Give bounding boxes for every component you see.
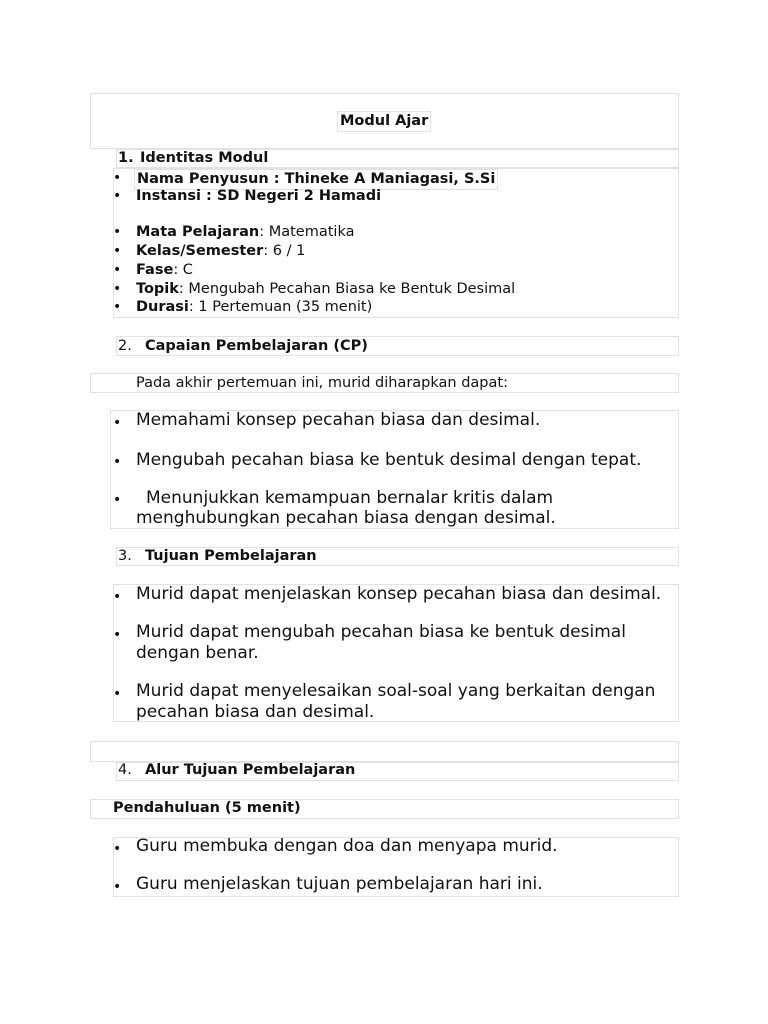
bullet: • xyxy=(113,492,122,508)
objective-item: Murid dapat menyelesaikan soal-soal yang berkaitan dengan xyxy=(136,681,656,701)
bullet: • xyxy=(113,299,122,315)
page-title: Modul Ajar xyxy=(337,111,431,132)
bullet: • xyxy=(113,170,122,186)
section4-heading: Alur Tujuan Pembelajaran xyxy=(145,762,356,778)
objective-item-continued: dengan benar. xyxy=(136,643,259,663)
bullet: • xyxy=(113,224,122,240)
section3-number: 3. xyxy=(118,548,132,564)
objective-item: Murid dapat menjelaskan konsep pecahan biasa dan desimal. xyxy=(136,584,662,604)
bullet: • xyxy=(113,281,122,297)
author-label: Nama Penyusun : Thineke A Maniagasi, S.Si xyxy=(134,169,498,190)
objective-item-continued: pecahan biasa dan desimal. xyxy=(136,702,375,722)
bullet: • xyxy=(113,262,122,278)
section1-heading: Identitas Modul xyxy=(140,150,269,166)
institution-label: Instansi : SD Negeri 2 Hamadi xyxy=(136,188,382,204)
phase-row: Fase: C xyxy=(136,262,193,278)
topic-row: Topik: Mengubah Pecahan Biasa ke Bentuk Desimal xyxy=(136,281,516,297)
activity-item: Guru menjelaskan tujuan pembelajaran hari ini. xyxy=(136,874,543,894)
subject-row: Mata Pelajaran: Matematika xyxy=(136,224,355,240)
bullet: • xyxy=(113,879,122,895)
bullet: • xyxy=(113,686,122,702)
section3-heading: Tujuan Pembelajaran xyxy=(145,548,317,564)
section4-number: 4. xyxy=(118,762,132,778)
section4-subheading: Pendahuluan (5 menit) xyxy=(113,800,301,816)
cp-item: Menunjukkan kemampuan bernalar kritis dalam xyxy=(146,488,554,508)
cp-item: Mengubah pecahan biasa ke bentuk desimal dengan tepat. xyxy=(136,450,642,470)
cp-item-continued: menghubungkan pecahan biasa dengan desimal. xyxy=(136,508,556,528)
duration-row: Durasi: 1 Pertemuan (35 menit) xyxy=(136,299,373,315)
cp-item: Memahami konsep pecahan biasa dan desimal. xyxy=(136,410,541,430)
bullet: • xyxy=(113,627,122,643)
objective-item: Murid dapat mengubah pecahan biasa ke bentuk desimal xyxy=(136,622,626,642)
bullet: • xyxy=(113,188,122,204)
activity-item: Guru membuka dengan doa dan menyapa murid. xyxy=(136,836,558,856)
bullet: • xyxy=(113,841,122,857)
section2-number: 2. xyxy=(118,338,132,354)
bullet: • xyxy=(113,589,122,605)
section2-heading: Capaian Pembelajaran (CP) xyxy=(145,338,368,354)
bullet: • xyxy=(113,454,122,470)
section2-intro: Pada akhir pertemuan ini, murid diharapkan dapat: xyxy=(136,375,508,391)
bullet: • xyxy=(113,415,122,431)
class-semester-row: Kelas/Semester: 6 / 1 xyxy=(136,243,306,259)
section1-number: 1. xyxy=(118,150,134,166)
empty-spacer-box xyxy=(90,741,679,762)
bullet: • xyxy=(113,243,122,259)
